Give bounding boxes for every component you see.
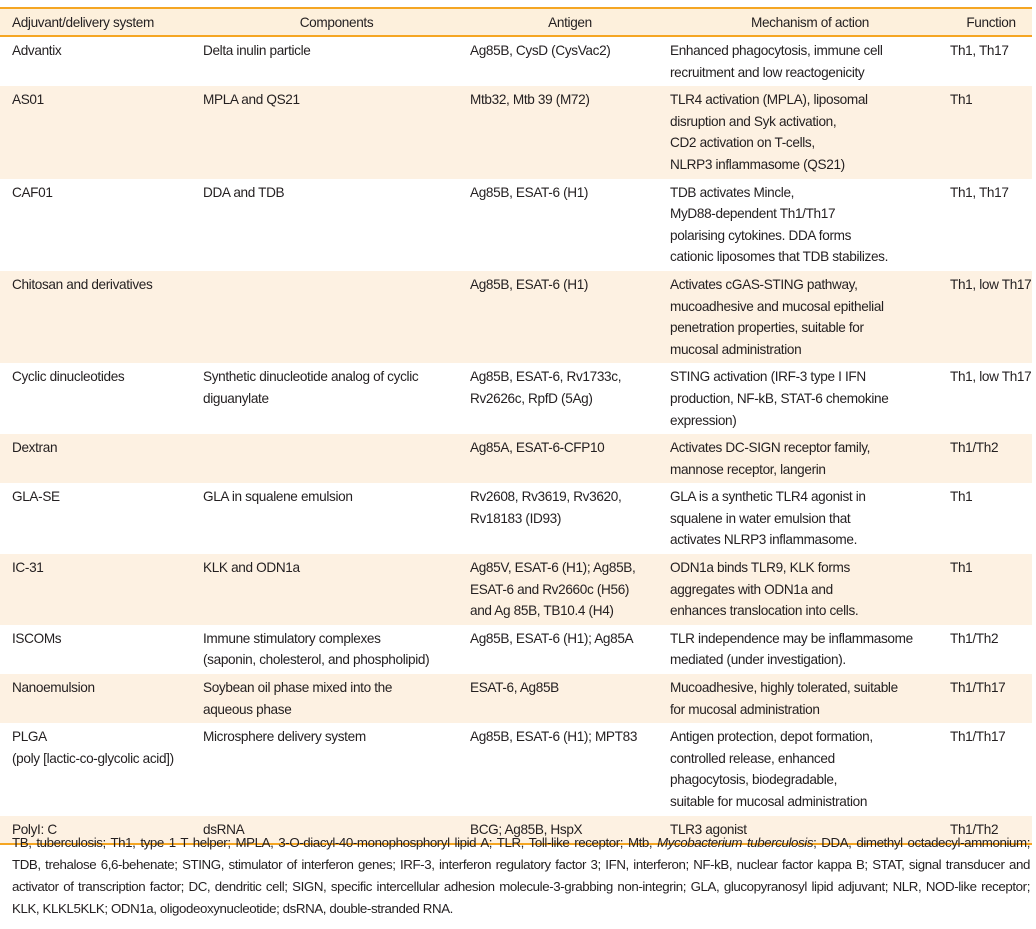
cell-adjuvant: GLA-SE [12, 489, 60, 505]
cell-antigen: Ag85B, CysD (CysVac2) [470, 43, 611, 58]
table-footnote [12, 832, 1030, 920]
header-mechanism: Mechanism of action [670, 8, 950, 36]
cell-function: Th1 [950, 86, 1032, 178]
cell-mechanism: Activates DC-SIGN receptor family, mannose receptor, langerin [670, 434, 950, 483]
cell-antigen: Rv2608, Rv3619, Rv3620, Rv18183 (ID93) [470, 489, 622, 526]
table-row [0, 86, 1032, 178]
table-row [0, 271, 1032, 363]
cell-adjuvant: Advantix [12, 43, 62, 58]
table-row [0, 625, 1032, 674]
cell-mechanism: TLR independence may be inflammasome mediated (under investigation). [670, 630, 913, 668]
cell-adjuvant: Chitosan and derivatives [0, 271, 203, 363]
cell-mechanism: Antigen protection, depot formation, controlled release, enhanced phagocytosis, biodegradable, suitable for mucosal administration [670, 729, 873, 809]
cell-adjuvant: PolyI: C [0, 816, 203, 845]
cell-components [203, 434, 470, 483]
cell-function: Th1/Th17 [950, 674, 1032, 723]
header-adjuvant: Adjuvant/delivery system [0, 8, 203, 36]
header-function: Function [950, 8, 1032, 36]
cell-adjuvant: ISCOMs [12, 630, 62, 646]
cell-adjuvant: IC-31 [0, 554, 203, 625]
cell-components: Immune stimulatory complexes (saponin, cholesterol, and phospholipid) [203, 630, 430, 668]
cell-antigen: ESAT-6, Ag85B [470, 674, 670, 723]
cell-antigen: Ag85V, ESAT-6 (H1); Ag85B, ESAT-6 and Rv2660c (H56) and Ag 85B, TB10.4 (H4) [470, 554, 670, 625]
cell-function: Th1 [950, 554, 1032, 625]
cell-adjuvant: AS01 [0, 86, 203, 178]
cell-components: Synthetic dinucleotide analog of cyclic diguanylate [203, 369, 419, 406]
cell-antigen: Mtb32, Mtb 39 (M72) [470, 86, 670, 178]
cell-components: MPLA and QS21 [203, 86, 470, 178]
cell-mechanism: STING activation (IRF-3 type I IFN production, NF-kB, STAT-6 chemokine expression) [670, 369, 889, 428]
header-components: Components [203, 8, 470, 36]
table-row [0, 483, 1032, 554]
table-header-row [0, 8, 1032, 36]
cell-components: GLA in squalene emulsion [203, 489, 353, 505]
cell-components: dsRNA [203, 816, 470, 845]
table-row [0, 363, 1032, 434]
header-antigen: Antigen [470, 8, 670, 36]
cell-mechanism: Activates cGAS-STING pathway, mucoadhesive and mucosal epithelial penetration properties, suitable for mucosal administration [670, 271, 950, 363]
cell-function: Th1, low Th17 [950, 271, 1032, 363]
table-row [0, 434, 1032, 483]
cell-components: Soybean oil phase mixed into the aqueous phase [203, 674, 470, 723]
adjuvant-table-container [0, 7, 1032, 845]
cell-antigen: Ag85B, ESAT-6 (H1); Ag85A [470, 630, 634, 646]
cell-mechanism: TLR4 activation (MPLA), liposomal disruption and Syk activation, CD2 activation on T-cells, NLRP3 inflammasome (QS21) [670, 86, 950, 178]
cell-adjuvant: CAF01 [12, 184, 53, 200]
cell-antigen: Ag85B, ESAT-6 (H1); MPT83 [470, 729, 638, 745]
cell-function: Th1, Th17 [950, 43, 1009, 58]
table-row [0, 179, 1032, 271]
cell-components: KLK and ODN1a [203, 554, 470, 625]
footnote-text-continued: ; DDA, dimethyl octadecyl-ammonium; TDB, trehalose 6,6-behenate; STING, stimulator of interferon genes; IRF-3, interferon regulatory factor 3; IFN, interferon; NF-kB, nuclear factor kappa B; STAT, signal transducer and activator of transcription factor; DC, dendritic cell; SIGN, specific intercellular adhesion molecule-3-grabbing non-integrin; GLA, glucopyranosyl lipid adjuvant; NLR, NOD-like receptor; KLK, KLKL5KLK; ODN1a, oligodeoxynucleotide; dsRNA, double-stranded RNA. [12, 835, 1030, 916]
cell-adjuvant: Cyclic dinucleotides [12, 369, 125, 385]
cell-function: Th1/Th2 [950, 816, 1032, 845]
footnote-italic-term: Mycobacterium tuberculosis [657, 835, 814, 850]
cell-adjuvant: Dextran [0, 434, 203, 483]
cell-adjuvant: Nanoemulsion [0, 674, 203, 723]
cell-mechanism: TLR3 agonist [670, 816, 950, 845]
footnote-text: TB, tuberculosis; Th1, type 1 T helper; MPLA, 3-O-diacyl-40-monophosphoryl lipid A; TLR, Toll-like receptor; Mtb, [12, 835, 658, 850]
cell-antigen: Ag85A, ESAT-6-CFP10 [470, 434, 670, 483]
cell-mechanism: Enhanced phagocytosis, immune cell recruitment and low reactogenicity [670, 43, 883, 80]
table-row [0, 723, 1032, 815]
cell-mechanism: GLA is a synthetic TLR4 agonist in squalene in water emulsion that activates NLRP3 inflammasome. [670, 489, 866, 548]
table-row [0, 554, 1032, 625]
cell-antigen: Ag85B, ESAT-6 (H1) [470, 184, 589, 200]
cell-antigen: BCG; Ag85B, HspX [470, 816, 670, 845]
cell-function: Th1 [950, 489, 973, 505]
cell-function: Th1, low Th17 [950, 369, 1032, 385]
cell-function: Th1/Th2 [950, 434, 1032, 483]
cell-components: DDA and TDB [203, 184, 285, 200]
adjuvant-table [0, 7, 1032, 845]
cell-function: Th1/Th17 [950, 729, 1006, 745]
cell-mechanism: TDB activates Mincle, MyD88-dependent Th1/Th17 polarising cytokines. DDA forms cationic liposomes that TDB stabilizes. [670, 184, 889, 265]
cell-components: Microsphere delivery system [203, 729, 366, 745]
cell-mechanism: ODN1a binds TLR9, KLK forms aggregates with ODN1a and enhances translocation into cells. [670, 554, 950, 625]
cell-antigen: Ag85B, ESAT-6 (H1) [470, 271, 670, 363]
table-row [0, 674, 1032, 723]
cell-antigen: Ag85B, ESAT-6, Rv1733c, Rv2626c, RpfD (5Ag) [470, 369, 622, 406]
cell-adjuvant: PLGA (poly [lactic-co-glycolic acid]) [12, 729, 174, 766]
cell-mechanism: Mucoadhesive, highly tolerated, suitable for mucosal administration [670, 674, 950, 723]
cell-components [203, 271, 470, 363]
cell-components: Delta inulin particle [203, 43, 311, 58]
cell-function: Th1, Th17 [950, 184, 1009, 200]
cell-function: Th1/Th2 [950, 630, 999, 646]
table-row [0, 36, 1032, 86]
